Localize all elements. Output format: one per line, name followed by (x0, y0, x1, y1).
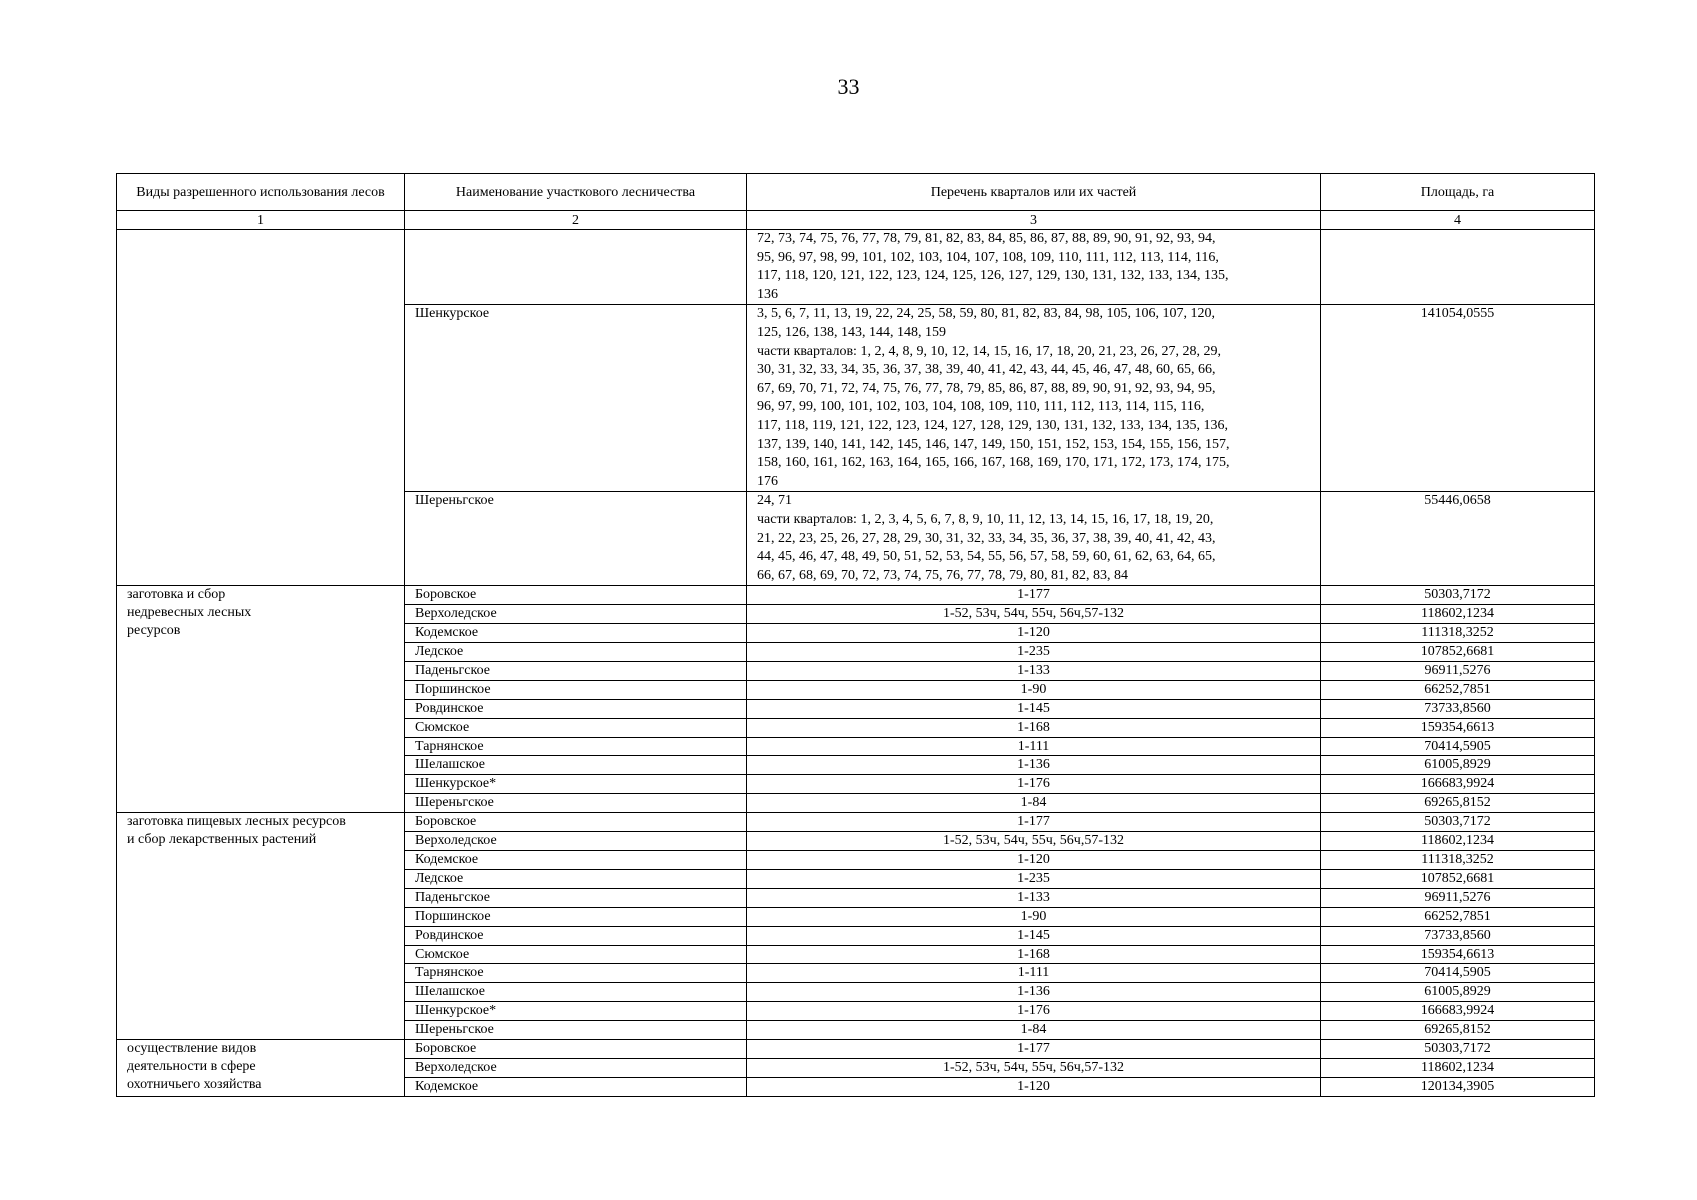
forestry-name-cell: Шенкурское* (405, 1002, 747, 1021)
quarters-cell: 1-90 (747, 680, 1321, 699)
area-cell: 50303,7172 (1321, 586, 1595, 605)
use-type-line: заготовка и сбор (127, 587, 226, 603)
forestry-name-cell: Поршинское (405, 680, 747, 699)
text-line: 67, 69, 70, 71, 72, 74, 75, 76, 77, 78, 79, 85, 86, 87, 88, 89, 90, 91, 92, 93, 94, 95, (757, 380, 1216, 396)
quarters-cell: 1-177 (747, 813, 1321, 832)
quarters-cell: 1-136 (747, 756, 1321, 775)
forestry-name-cell: Ледское (405, 643, 747, 662)
area-cell: 166683,9924 (1321, 775, 1595, 794)
quarters-cell: 1-111 (747, 964, 1321, 983)
quarters-cell: 1-120 (747, 1077, 1321, 1096)
area-cell: 111318,3252 (1321, 624, 1595, 643)
text-line: 66, 67, 68, 69, 70, 72, 73, 74, 75, 76, 77, 78, 79, 80, 81, 82, 83, 84 (757, 567, 1128, 583)
area-cell: 50303,7172 (1321, 1040, 1595, 1059)
area-cell: 73733,8560 (1321, 699, 1595, 718)
forestry-name-cell: Ровдинское (405, 699, 747, 718)
header-quarters-list: Перечень кварталов или их частей (747, 174, 1321, 211)
area-cell: 66252,7851 (1321, 907, 1595, 926)
area-cell: 118602,1234 (1321, 832, 1595, 851)
area-cell: 61005,8929 (1321, 756, 1595, 775)
quarters-cell: 1-145 (747, 699, 1321, 718)
forestry-name-cell: Поршинское (405, 907, 747, 926)
quarters-cell: 1-176 (747, 775, 1321, 794)
quarters-cell: 1-168 (747, 945, 1321, 964)
quarters-cell (747, 305, 1321, 492)
forestry-name-cell: Тарнянское (405, 737, 747, 756)
quarters-cell: 1-52, 53ч, 54ч, 55ч, 56ч,57-132 (747, 1058, 1321, 1077)
area-cell: 118602,1234 (1321, 605, 1595, 624)
forestry-name-cell: Верхоледское (405, 1058, 747, 1077)
text-line: 24, 71 (757, 493, 792, 509)
area-cell: 120134,3905 (1321, 1077, 1595, 1096)
forestry-name-cell: Паденьгское (405, 661, 747, 680)
area-cell: 107852,6681 (1321, 643, 1595, 662)
forestry-name-cell: Шереньгское (405, 794, 747, 813)
quarters-cell: 1-111 (747, 737, 1321, 756)
quarters-cell: 1-52, 53ч, 54ч, 55ч, 56ч,57-132 (747, 605, 1321, 624)
column-number-row (117, 211, 1595, 230)
quarters-cell (747, 492, 1321, 586)
quarters-cell: 1-235 (747, 869, 1321, 888)
use-type-line: осуществление видов (127, 1041, 257, 1057)
area-cell: 111318,3252 (1321, 850, 1595, 869)
quarters-cell: 1-120 (747, 850, 1321, 869)
area-cell: 55446,0658 (1321, 492, 1595, 586)
quarters-cell: 1-177 (747, 1040, 1321, 1059)
text-line: 96, 97, 99, 100, 101, 102, 103, 104, 108, 109, 110, 111, 112, 113, 114, 115, 116, (757, 399, 1205, 415)
use-type-line: и сбор лекарственных растений (127, 832, 317, 848)
area-cell: 166683,9924 (1321, 1002, 1595, 1021)
area-cell: 96911,5276 (1321, 661, 1595, 680)
use-type-line: охотничьего хозяйства (127, 1076, 262, 1092)
forestry-name-cell: Шелашское (405, 756, 747, 775)
forestry-name-cell: Шереньгское (405, 1021, 747, 1040)
forestry-name-cell: Верхоледское (405, 832, 747, 851)
use-type-cell (117, 230, 405, 586)
area-cell: 141054,0555 (1321, 305, 1595, 492)
quarters-cell: 1-136 (747, 983, 1321, 1002)
area-cell: 69265,8152 (1321, 1021, 1595, 1040)
text-line: 125, 126, 138, 143, 144, 148, 159 (757, 324, 946, 340)
quarters-cell: 1-84 (747, 1021, 1321, 1040)
area-cell: 159354,6613 (1321, 945, 1595, 964)
forestry-name-cell: Паденьгское (405, 888, 747, 907)
quarters-cell: 1-168 (747, 718, 1321, 737)
area-cell: 61005,8929 (1321, 983, 1595, 1002)
forestry-name-cell: Шенкурское (405, 305, 747, 492)
forestry-name-cell: Шенкурское* (405, 775, 747, 794)
area-cell (1321, 230, 1595, 305)
use-type-line: недревесных лесных (127, 605, 252, 621)
text-line: 158, 160, 161, 162, 163, 164, 165, 166, 167, 168, 169, 170, 171, 172, 173, 174, 175, (757, 455, 1230, 471)
header-forestry-name: Наименование участкового лесничества (405, 174, 747, 211)
table-row (117, 1040, 1595, 1059)
area-cell: 107852,6681 (1321, 869, 1595, 888)
forestry-name-cell: Боровское (405, 813, 747, 832)
area-cell: 73733,8560 (1321, 926, 1595, 945)
use-type-line: заготовка пищевых лесных ресурсов (127, 814, 346, 830)
text-line: 117, 118, 119, 121, 122, 123, 124, 127, 128, 129, 130, 131, 132, 133, 134, 135, 136, (757, 417, 1228, 433)
forestry-name-cell: Ледское (405, 869, 747, 888)
column-number-1: 1 (117, 211, 405, 230)
header-row (117, 174, 1595, 211)
page-number: 33 (837, 74, 860, 99)
text-line: 21, 22, 23, 25, 26, 27, 28, 29, 30, 31, 32, 33, 34, 35, 36, 37, 38, 39, 40, 41, 42, 43, (757, 530, 1216, 546)
use-type-cell (117, 813, 405, 1040)
forestry-name-cell: Шереньгское (405, 492, 747, 586)
area-cell: 69265,8152 (1321, 794, 1595, 813)
quarters-cell: 1-133 (747, 661, 1321, 680)
area-cell: 96911,5276 (1321, 888, 1595, 907)
use-type-line: деятельности в сфере (127, 1058, 256, 1074)
quarters-cell: 1-176 (747, 1002, 1321, 1021)
forestry-name-cell: Сюмское (405, 718, 747, 737)
text-line: 72, 73, 74, 75, 76, 77, 78, 79, 81, 82, 83, 84, 85, 86, 87, 88, 89, 90, 91, 92, 93, 94, (757, 231, 1216, 246)
table-row (117, 230, 1595, 305)
area-cell: 70414,5905 (1321, 737, 1595, 756)
quarters-cell: 1-84 (747, 794, 1321, 813)
text-line: 95, 96, 97, 98, 99, 101, 102, 103, 104, 107, 108, 109, 110, 111, 112, 113, 114, 116, (757, 249, 1219, 265)
text-line: 3, 5, 6, 7, 11, 13, 19, 22, 24, 25, 58, 59, 80, 81, 82, 83, 84, 98, 105, 106, 107, 120, (757, 306, 1215, 322)
quarters-cell: 1-235 (747, 643, 1321, 662)
table-body (117, 230, 1595, 1097)
quarters-cell: 1-52, 53ч, 54ч, 55ч, 56ч,57-132 (747, 832, 1321, 851)
forestry-name-cell: Верхоледское (405, 605, 747, 624)
quarters-cell: 1-177 (747, 586, 1321, 605)
header-use-type: Виды разрешенного использования лесов (117, 174, 405, 211)
forestry-name-cell: Кодемское (405, 624, 747, 643)
forestry-name-cell: Боровское (405, 586, 747, 605)
table-row (117, 586, 1595, 605)
forest-use-table (116, 173, 1595, 1097)
area-cell: 118602,1234 (1321, 1058, 1595, 1077)
quarters-cell: 1-133 (747, 888, 1321, 907)
area-cell: 50303,7172 (1321, 813, 1595, 832)
text-line: 117, 118, 120, 121, 122, 123, 124, 125, 126, 127, 129, 130, 131, 132, 133, 134, 135, (757, 268, 1229, 284)
column-number-3: 3 (747, 211, 1321, 230)
text-line: части кварталов: 1, 2, 3, 4, 5, 6, 7, 8, 9, 10, 11, 12, 13, 14, 15, 16, 17, 18, 19, 20, (757, 511, 1214, 527)
use-type-cell (117, 586, 405, 813)
header-area: Площадь, га (1321, 174, 1595, 211)
quarters-cell (747, 230, 1321, 305)
use-type-cell (117, 1040, 405, 1097)
forestry-name-cell: Боровское (405, 1040, 747, 1059)
text-line: 136 (757, 286, 778, 302)
area-cell: 70414,5905 (1321, 964, 1595, 983)
text-line: 137, 139, 140, 141, 142, 145, 146, 147, 149, 150, 151, 152, 153, 154, 155, 156, 157, (757, 436, 1230, 452)
forestry-name-cell (405, 230, 747, 305)
forestry-name-cell: Шелашское (405, 983, 747, 1002)
quarters-cell: 1-145 (747, 926, 1321, 945)
text-line: 176 (757, 473, 778, 489)
column-number-4: 4 (1321, 211, 1595, 230)
table-row (117, 813, 1595, 832)
quarters-cell: 1-120 (747, 624, 1321, 643)
quarters-cell: 1-90 (747, 907, 1321, 926)
forestry-name-cell: Ровдинское (405, 926, 747, 945)
area-cell: 159354,6613 (1321, 718, 1595, 737)
forestry-name-cell: Сюмское (405, 945, 747, 964)
forestry-name-cell: Кодемское (405, 850, 747, 869)
forestry-name-cell: Тарнянское (405, 964, 747, 983)
column-number-2: 2 (405, 211, 747, 230)
text-line: части кварталов: 1, 2, 4, 8, 9, 10, 12, 14, 15, 16, 17, 18, 20, 21, 23, 26, 27, 28, 29, (757, 343, 1221, 359)
area-cell: 66252,7851 (1321, 680, 1595, 699)
forestry-name-cell: Кодемское (405, 1077, 747, 1096)
text-line: 44, 45, 46, 47, 48, 49, 50, 51, 52, 53, 54, 55, 56, 57, 58, 59, 60, 61, 62, 63, 64, 65, (757, 549, 1216, 565)
text-line: 30, 31, 32, 33, 34, 35, 36, 37, 38, 39, 40, 41, 42, 43, 44, 45, 46, 47, 48, 60, 65, 66, (757, 362, 1216, 378)
use-type-line: ресурсов (127, 623, 181, 639)
